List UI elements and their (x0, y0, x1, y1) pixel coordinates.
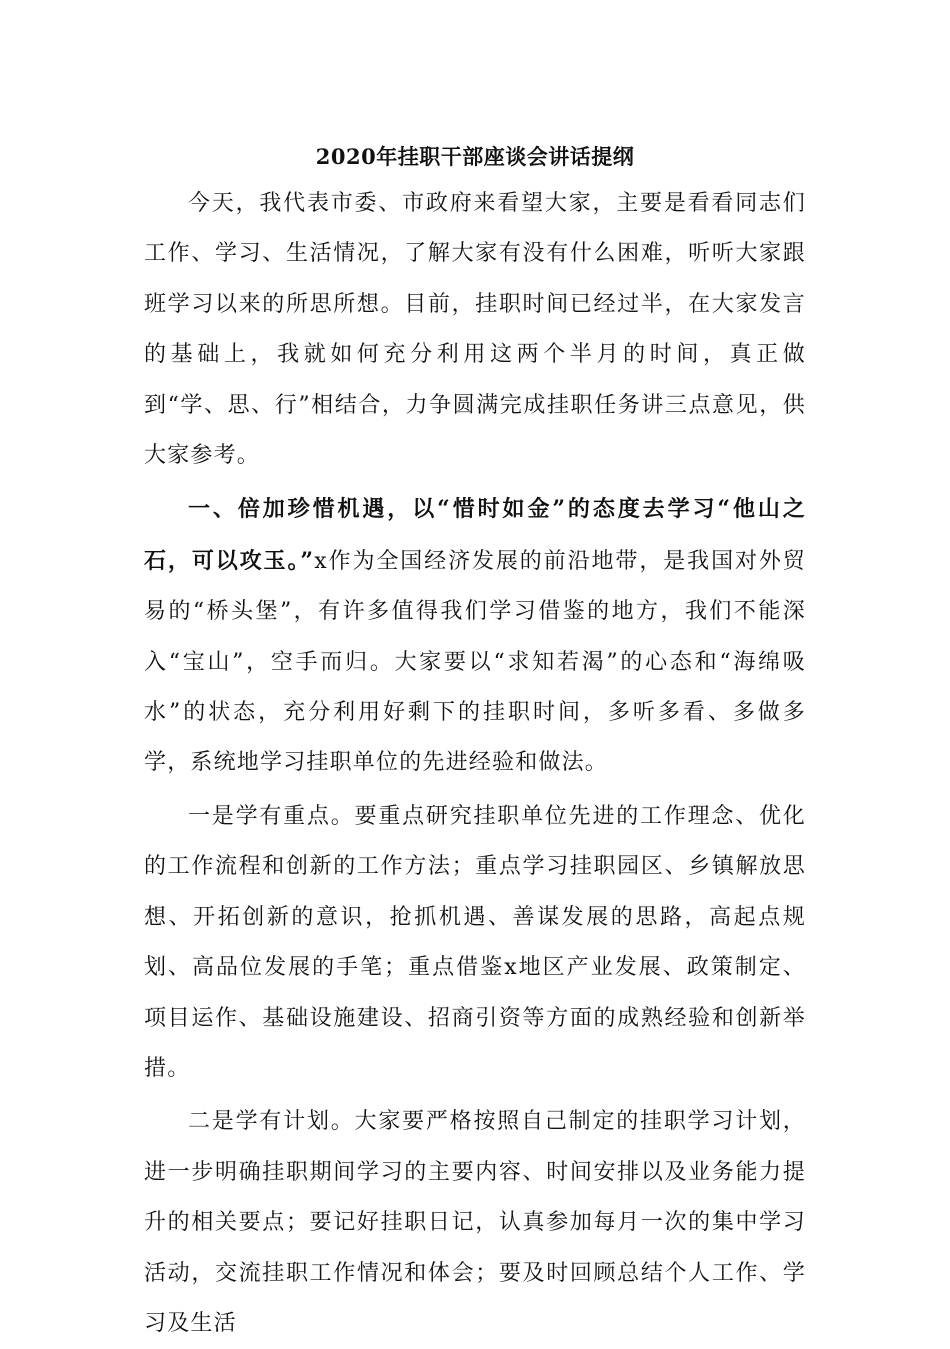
point-2-paragraph (144, 1097, 806, 1349)
point-2-text: 二是学有计划。大家要严格按照自己制定的挂职学习计划，进一步明确挂职期间学习的主要内容、时间安排以及业务能力提升的相关要点；要记好挂职日记，认真参加每月一次的集中学习活动，交流挂职工作情况和体会；要及时回顾总结个人工作、学习及生活 (144, 1109, 806, 1336)
section-1-body: x作为全国经济发展的前沿地带，是我国对外贸易的“桥头堡”，有许多值得我们学习借鉴的地方，我们不能深入“宝山”，空手而归。大家要以“求知若渴”的心态和“海绵吸水”的状态，充分利用好剩下的挂职时间，多听多看、多做多学，系统地学习挂职单位的先进经验和做法。 (144, 548, 806, 776)
document-title: 2020年挂职干部座谈会讲话提纲 (315, 144, 635, 169)
section-1-paragraph (144, 484, 806, 788)
intro-text: 今天，我代表市委、市政府来看望大家，主要是看看同志们工作、学习、生活情况，了解大家有没有什么困难，听听大家跟班学习以来的所思所想。目前，挂职时间已经过半，在大家发言的基础上，我就如何充分利用这两个半月的时间，真正做到“学、思、行”相结合，力争圆满完成挂职任务讲三点意见，供大家参考。 (144, 191, 806, 469)
intro-paragraph (144, 179, 806, 481)
point-1-paragraph (144, 792, 806, 1094)
document-body (144, 138, 806, 1349)
point-1-text: 一是学有重点。要重点研究挂职单位先进的工作理念、优化的工作流程和创新的工作方法；重点学习挂职园区、乡镇解放思想、开拓创新的意识，抢抓机遇、善谋发展的思路，高起点规划、高品位发展的手笔；重点借鉴x地区产业发展、政策制定、项目运作、基础设施建设、招商引资等方面的成熟经验和创新举措。 (144, 803, 806, 1081)
section-1-heading: 一、倍加珍惜机遇，以“惜时如金”的态度去学习“他山之石，可以攻玉。” (144, 496, 806, 574)
